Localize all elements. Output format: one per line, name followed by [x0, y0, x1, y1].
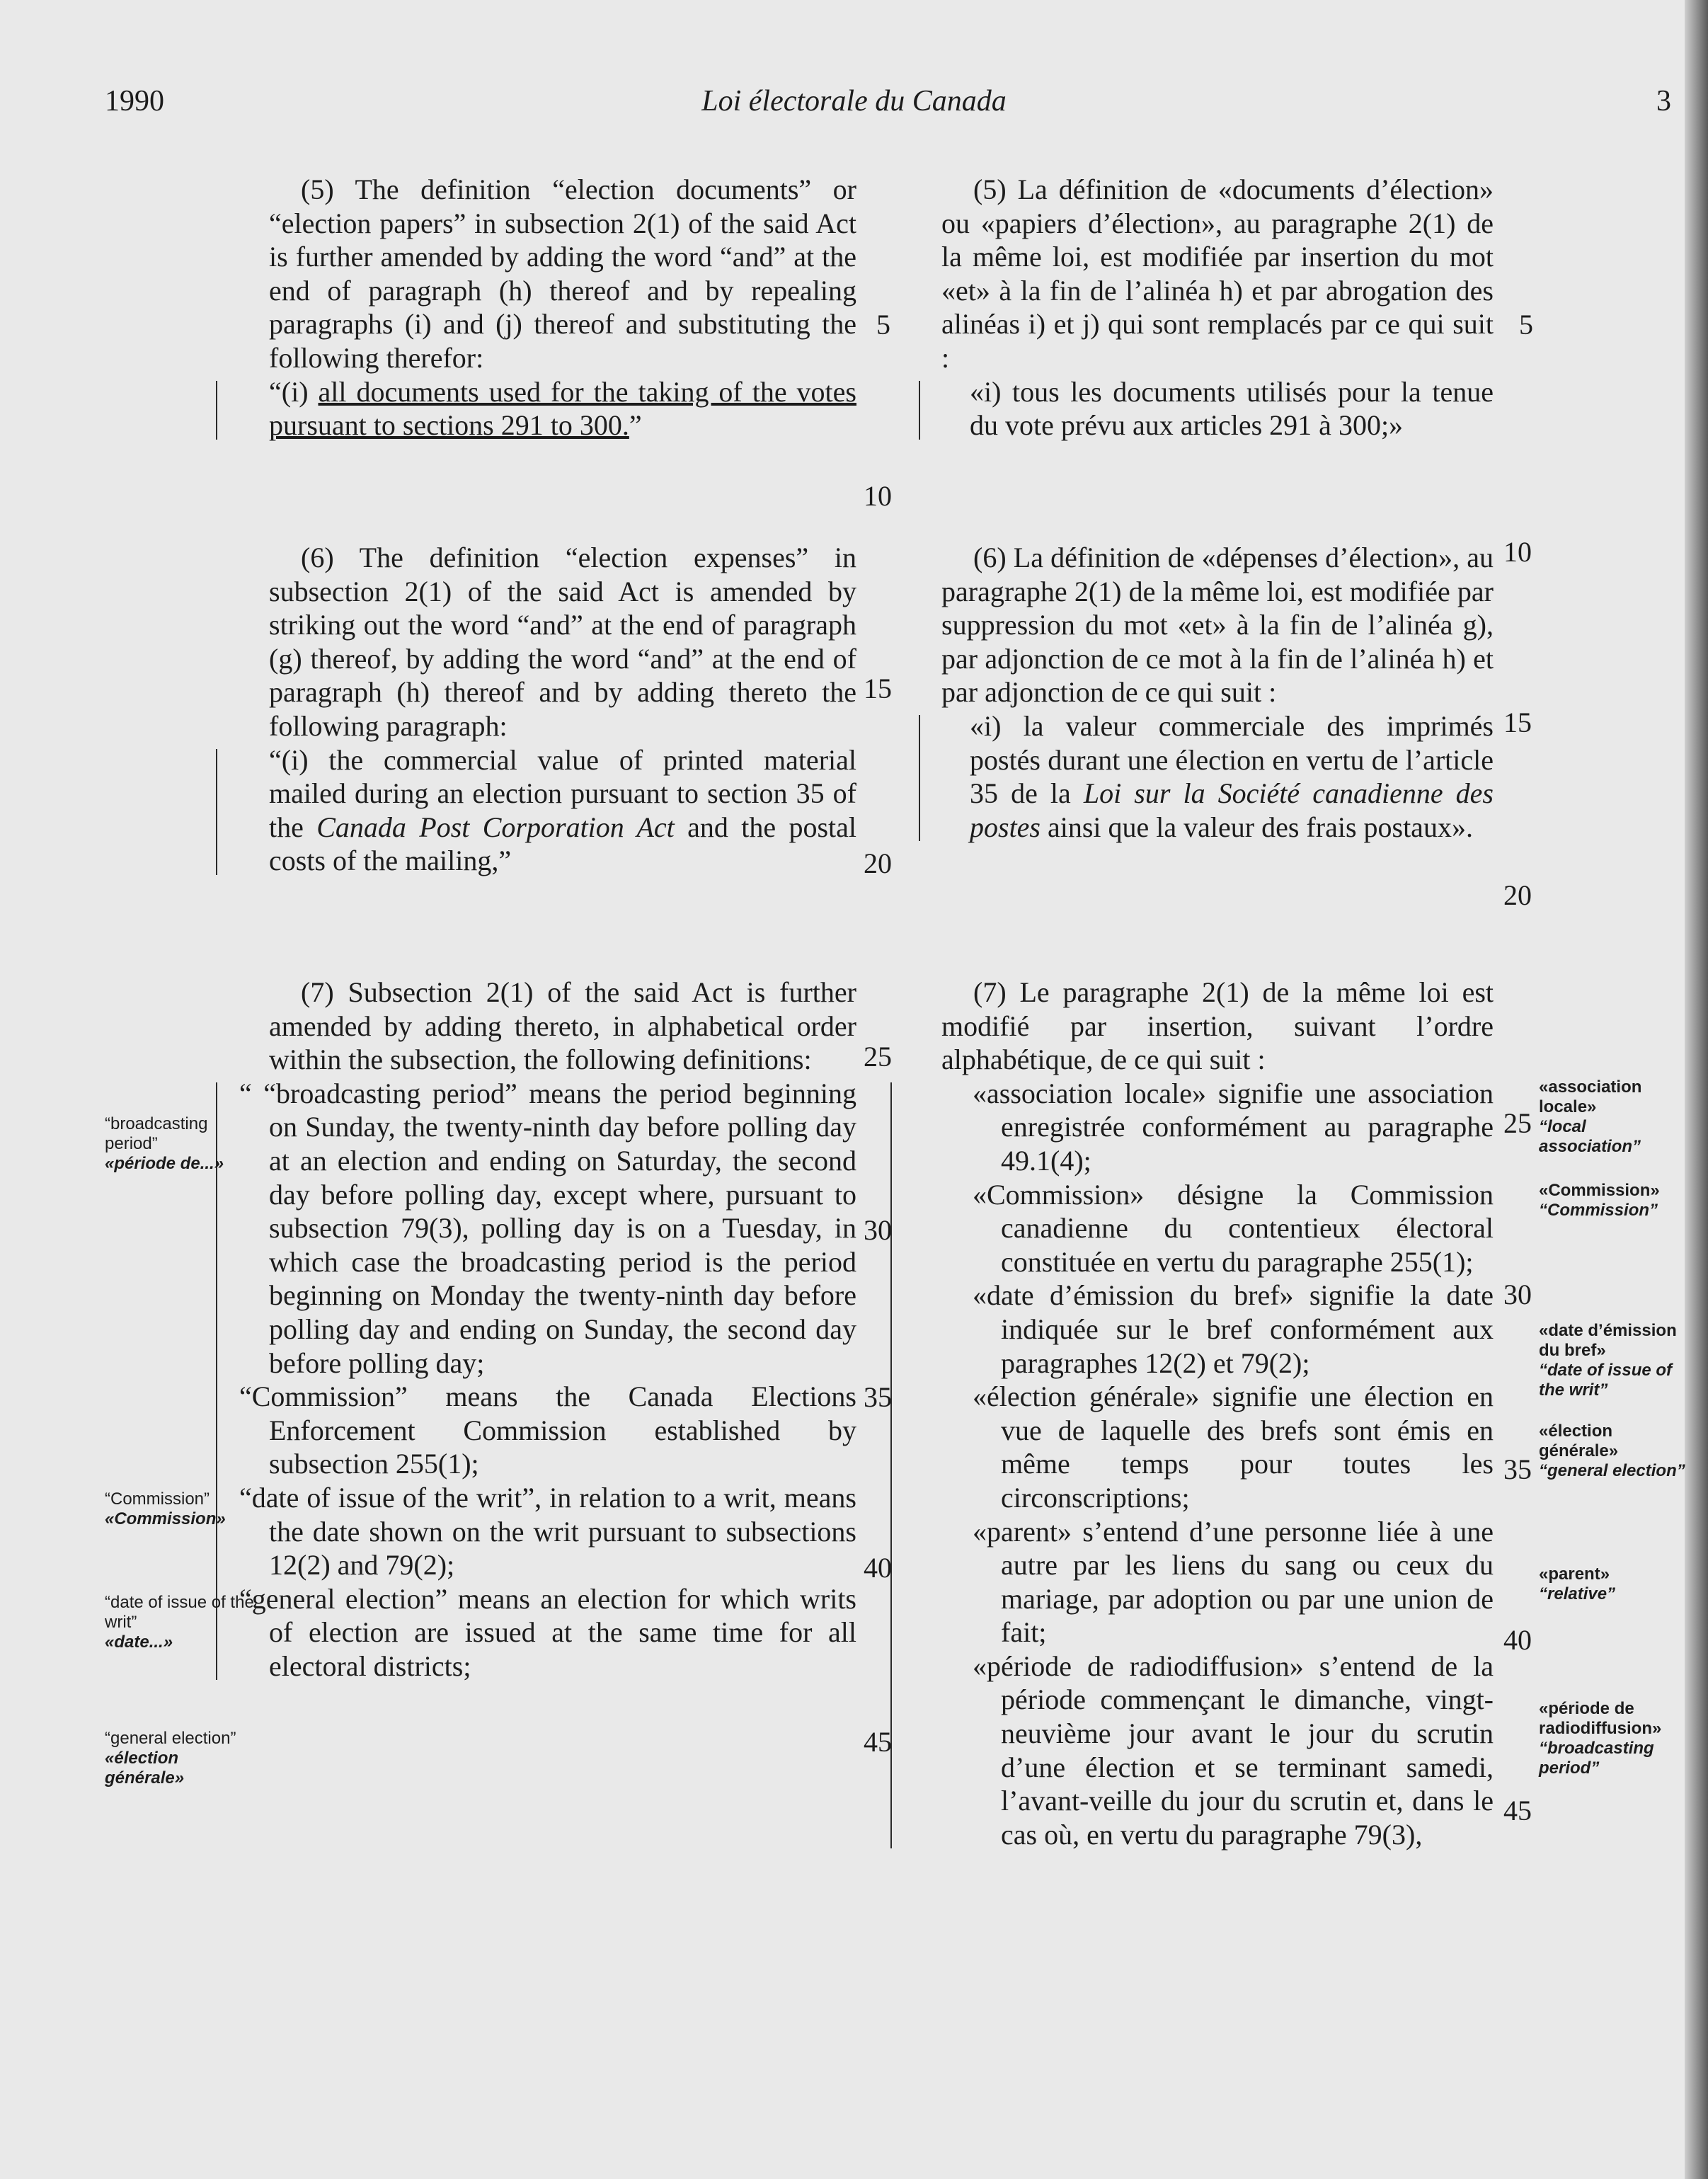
quote-suffix: ” — [629, 409, 642, 442]
line-number: 10 — [864, 480, 892, 512]
english-s5-paragraph: (5) The definition “election documents” or “election papers” in subsection 2(1) of the said Act is further amended by adding the word “and” at the end of paragraph (h) thereof and by repealing paragraphs (i) and (j) thereof and substituting the following therefor: — [269, 173, 856, 374]
margin-note-periode-radiodiffusion: «période de radiodiffusion» “broadcasting period” — [1539, 1699, 1662, 1778]
definition-parent: «parent» s’entend d’une personne liée à une autre par les liens du sang ou ceux du mariage, par adoption ou par une union de fait; — [973, 1515, 1494, 1649]
line-number: 25 — [1503, 1107, 1532, 1139]
line-number: 15 — [1503, 707, 1532, 738]
line-number: 5 — [876, 309, 890, 341]
act-title: Canada Post Corporation Act — [316, 811, 675, 843]
margin-note-commission: “Commission” «Commission» — [105, 1489, 226, 1528]
french-s7-paragraph: (7) Le paragraphe 2(1) de la même loi est modifié par insertion, suivant l’ordre alphabétique, de ce qui suit : — [941, 976, 1494, 1076]
line-number: 20 — [1503, 879, 1532, 911]
english-s5-quote — [269, 375, 856, 442]
line-number: 45 — [864, 1726, 892, 1758]
definition-general-election: “general election” means an election for which writs of election are issued at the same time for all electoral districts; — [239, 1582, 856, 1682]
margin-note-parent: «parent» “relative” — [1539, 1565, 1616, 1603]
page-title: Loi électorale du Canada — [701, 85, 1007, 118]
quote-text: «i) la valeur commerciale des imprimés postés durant une élection en vertu de l’article 35 de la — [970, 709, 1494, 810]
underlined-quote: all documents used for the taking of the votes pursuant to sections 291 to 300. — [269, 375, 856, 442]
margin-note-commission-fr: «Commission» “Commission” — [1539, 1181, 1660, 1220]
margin-note-general-election: “general election” «élection générale» — [105, 1729, 236, 1788]
quote-text: “(i) the commercial value of printed material mailed during an election pursuant to section 35 of the — [269, 743, 856, 843]
french-s6-paragraph: (6) La définition de «dépenses d’élection», au paragraphe 2(1) de la même loi, est modifiée par suppression du mot «et» à la fin de l’alinéa g), par adjonction de ce mot à la fin de l’alinéa h) et par adjonction de ce qui suit : — [941, 542, 1494, 709]
definition-date-of-issue: “date of issue of the writ”, in relation to a writ, means the date shown on the writ pursuant to subsections 12(2) and 79(2); — [239, 1481, 856, 1582]
french-s6-quote — [970, 709, 1494, 844]
line-number: 15 — [864, 673, 892, 704]
french-s5-quote: «i) tous les documents utilisés pour la tenue du vote prévu aux articles 291 à 300;» — [970, 375, 1494, 442]
line-number: 30 — [1503, 1279, 1532, 1310]
margin-note-date-emission: «date d’émission du bref» “date of issue of the writ” — [1539, 1321, 1677, 1400]
act-title: Loi sur la Société canadienne des postes — [970, 777, 1494, 843]
french-section-7 — [941, 976, 1494, 1851]
french-section-5 — [941, 173, 1494, 442]
french-s5-paragraph: (5) La définition de «documents d’élection» ou «papiers d’élection», au paragraphe 2(1) de la même loi, est modifiée par insertion du mot «et» à la fin de l’alinéa h) et par abrogation des alinéas i) et j) qui sont remplacés par ce qui suit : — [941, 173, 1494, 374]
english-s7-paragraph: (7) Subsection 2(1) of the said Act is further amended by adding thereto, in alphabetical order within the subsection, the following definitions: — [269, 976, 856, 1076]
quote-prefix: “(i) — [269, 375, 319, 408]
definition-commission-fr: «Commission» désigne la Commission canadienne du contentieux électoral constituée en vertu du paragraphe 255(1); — [973, 1178, 1494, 1278]
definition-commission: “Commission” means the Canada Elections Enforcement Commission established by subsection 255(1); — [239, 1380, 856, 1480]
line-number: 40 — [864, 1552, 892, 1584]
margin-note-election-generale: «élection générale» “general election” — [1539, 1422, 1685, 1480]
definition-election-generale: «élection générale» signifie une élection en vue de laquelle des brefs sont émis en même temps pour toutes les circonscriptions; — [973, 1380, 1494, 1514]
line-number: 35 — [864, 1381, 892, 1413]
definition-periode-radiodiffusion: «période de radiodiffusion» s’entend de la période commençant le dimanche, vingt-neuvième jour avant le jour du scrutin d’une élection et se terminant samedi, l’avant-veille du jour du scrutin et, dans le cas où, en vertu du paragraphe 79(3), — [973, 1649, 1494, 1851]
definition-association-locale: «association locale» signifie une association enregistrée conformément au paragraphe 49.1(4); — [973, 1077, 1494, 1177]
english-section-6 — [269, 541, 856, 878]
line-number: 25 — [864, 1041, 892, 1073]
margin-note-association-locale: «association locale» “local association” — [1539, 1077, 1642, 1156]
english-s6-paragraph: (6) The definition “election expenses” in subsection 2(1) of the said Act is amended by striking out the word “and” at the end of paragraph (g) thereof, by adding the word “and” at the end of paragraph (h) thereof and by adding thereto the following paragraph: — [269, 542, 856, 742]
page-number: 3 — [1656, 85, 1671, 118]
quote-text-end: and the postal costs of the mailing,” — [269, 811, 856, 877]
margin-note-broadcasting-period: “broadcasting period” «période de...» — [105, 1114, 224, 1173]
english-s6-quote — [269, 743, 856, 878]
english-section-5 — [269, 173, 856, 442]
definition-broadcasting-period: “ “broadcasting period” means the period beginning on Sunday, the twenty-ninth day before polling day at an election and ending on Saturday, the second day before polling day, except where, pursuant to subsection 79(3), polling day is on a Tuesday, in which case the broadcasting period is the period beginning on Monday the twenty-ninth day before polling day and ending on Sunday, the second day before polling day; — [239, 1077, 856, 1379]
line-number: 10 — [1503, 536, 1532, 568]
book-spine — [1685, 0, 1708, 2179]
quote-text-end: ainsi que la valeur des frais postaux». — [1041, 811, 1473, 843]
english-section-7 — [239, 976, 856, 1683]
french-definitions — [941, 1077, 1494, 1852]
line-number: 40 — [1503, 1624, 1532, 1656]
line-number: 5 — [1519, 309, 1533, 341]
line-number: 35 — [1503, 1453, 1532, 1485]
line-number: 20 — [864, 847, 892, 879]
english-definitions — [239, 1077, 856, 1683]
line-number: 30 — [864, 1214, 892, 1246]
margin-note-date-of-issue: “date of issue of the writ” «date...» — [105, 1593, 254, 1652]
definition-date-emission: «date d’émission du bref» signifie la date indiquée sur le bref conformément aux paragraphes 12(2) et 79(2); — [973, 1279, 1494, 1379]
page-year: 1990 — [105, 85, 164, 118]
french-section-6 — [941, 541, 1494, 844]
line-number: 45 — [1503, 1795, 1532, 1826]
